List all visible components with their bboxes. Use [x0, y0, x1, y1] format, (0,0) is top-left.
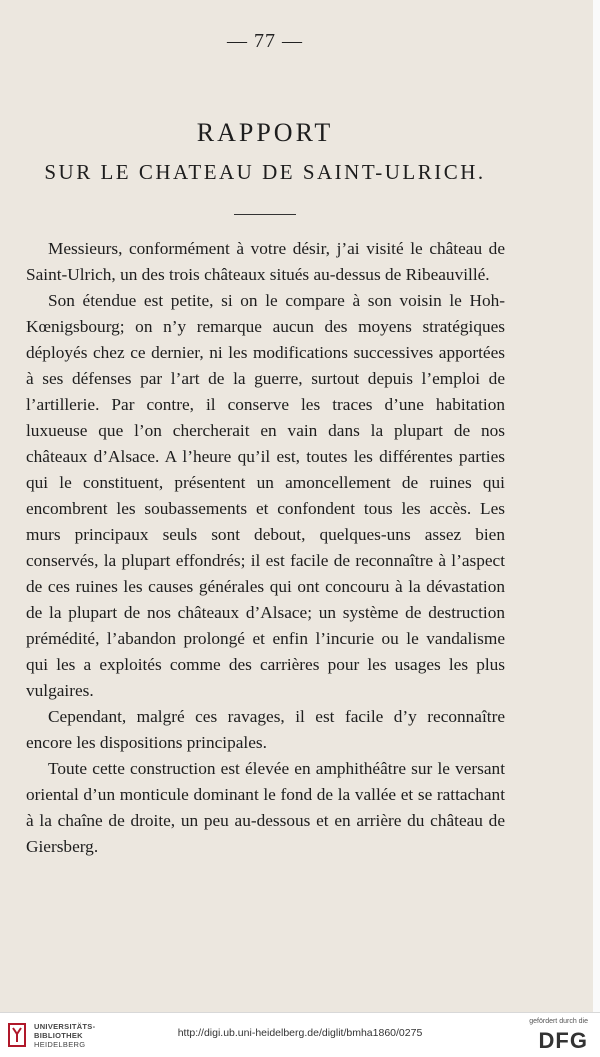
permalink-url[interactable]: http://digi.ub.uni-heidelberg.de/diglit/bmha1860/0275 — [177, 1027, 423, 1039]
viewer-footer — [0, 1012, 600, 1057]
institution-line: HEIDELBERG — [34, 1040, 86, 1049]
page-edge — [593, 0, 600, 1012]
paragraph: Messieurs, conformément à votre désir, j’ai visité le château de Saint-Ulrich, un des trois châteaux situés au-dessus de Ribeauvillé. — [26, 239, 505, 284]
paragraph: Son étendue est petite, si on le compare à son voisin le Hoh-Kœnigsbourg; on n’y remarque aucun des moyens stratégiques déployés chez ce dernier, ni les modifications successives apportées à ses défenses par l’art de la guerre, surtout depuis l’emploi de l’artillerie. Par contre, il conserve les traces d’une habitation luxueuse que l’on chercherait en vain dans la plupart de nos châteaux d’Alsace. A l’heure qu’il est, toutes les différentes parties qui le constituent, présentent un amoncellement de ruines qui encombrent les soubassements et confondent tous les accès. Les murs principaux seuls sont debout, quelques-uns assez bien conservés, la plupart effondrés; il est facile de reconnaître à l’aspect de ces ruines les causes générales qui ont concouru à la dévastation de la plupart de nos châteaux d’Alsace; un système de destruction prémédité, l’abandon prolongé et enfin l’incurie ou le vandalisme qui les a exploités comme des carrières pour les usages les plus vulgaires. — [26, 291, 505, 700]
institution-line: UNIVERSITÄTS- — [34, 1022, 96, 1031]
body-text — [26, 236, 505, 860]
page-subtitle: SUR LE CHATEAU DE SAINT-ULRICH. — [44, 160, 486, 184]
institution-line: BIBLIOTHEK — [34, 1031, 83, 1040]
paragraph: Cependant, malgré ces ravages, il est facile d’y reconnaître encore les dispositions principales. — [26, 707, 505, 752]
title-divider — [234, 214, 296, 215]
page-title: RAPPORT — [196, 118, 334, 147]
dfg-logo[interactable]: DFG — [538, 1028, 588, 1053]
paragraph: Toute cette construction est élevée en amphithéâtre sur le versant oriental d’un monticule dominant le fond de la vallée et se rattachant à la chaîne de droite, un peu au-dessous et en arrière du château de Giersberg. — [26, 759, 505, 856]
funding-note: gefördert durch die — [529, 1018, 588, 1025]
page-number: — 77 — — [227, 30, 303, 52]
